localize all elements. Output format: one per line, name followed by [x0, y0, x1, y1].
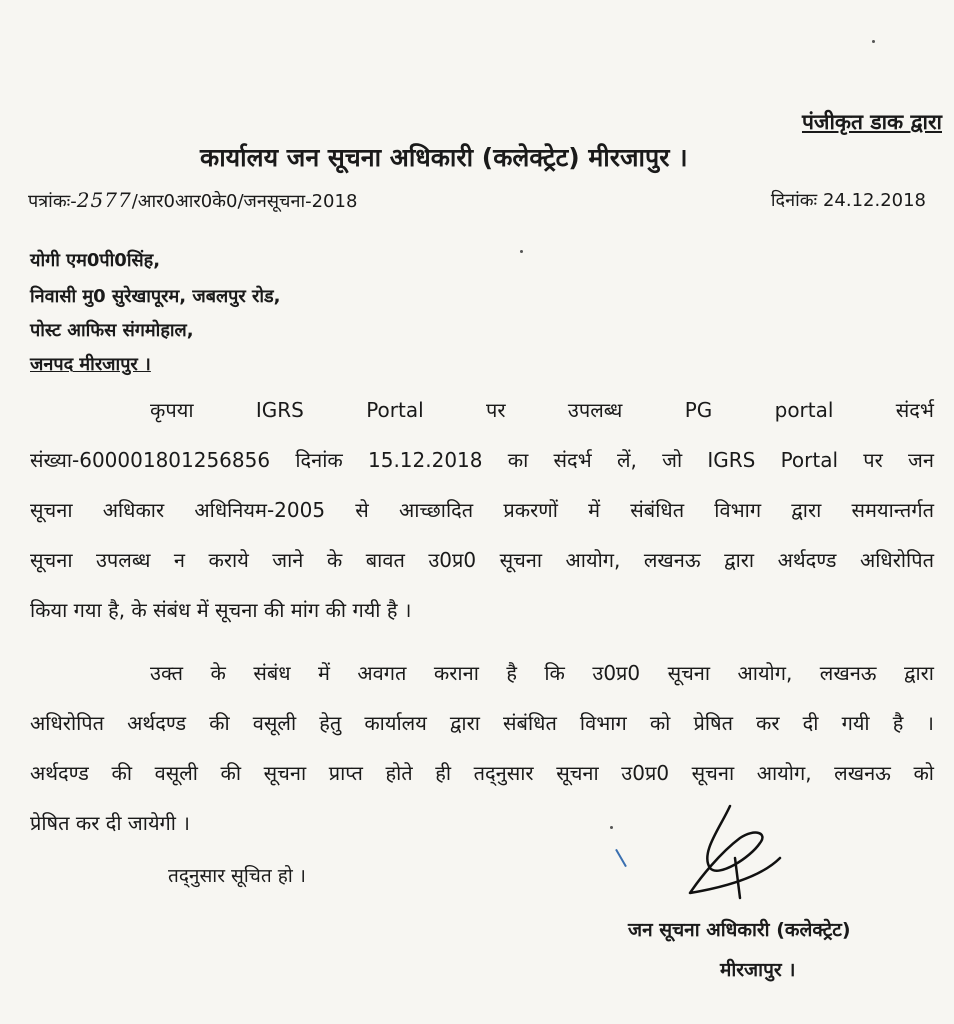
paragraph-1-line: सूचना उपलब्ध न कराये जाने के बावत उ0प्र0 सूचना आयोग, लखनऊ द्वारा अर्थदण्ड अधिरोपित: [30, 548, 934, 572]
paragraph-2-line: अधिरोपित अर्थदण्ड की वसूली हेतु कार्यालय द्वारा संबंधित विभाग को प्रेषित कर दी गयी है ।: [30, 711, 934, 735]
address-line-3: पोस्ट आफिस संगमोहाल,: [30, 320, 194, 341]
paragraph-1-line: संख्या-600001801256856 दिनांक 15.12.2018 का संदर्भ लें, जो IGRS Portal पर जन: [30, 448, 934, 472]
paragraph-1-line: सूचना अधिकार अधिनियम-2005 से आच्छादित प्रकरणों में संबंधित विभाग द्वारा समयान्तर्गत: [30, 498, 934, 522]
address-line-1: योगी एम0पी0सिंह,: [30, 250, 161, 271]
scan-speck: [610, 826, 613, 829]
signature: [660, 798, 790, 908]
ref-prefix: पत्रांकः-: [28, 191, 77, 212]
scan-speck: [520, 250, 523, 253]
paragraph-2-line: उक्त के संबंध में अवगत कराना है कि उ0प्र0 सूचना आयोग, लखनऊ द्वारा: [150, 661, 934, 685]
pen-mark: [615, 849, 627, 867]
paragraph-2-line: अर्थदण्ड की वसूली की सूचना प्राप्त होते ही तद्नुसार सूचना उ0प्र0 सूचना आयोग, लखनऊ को: [30, 761, 934, 785]
signatory-place: मीरजापुर ।: [720, 959, 796, 981]
ref-suffix: /आर0आर0के0/जनसूचना-2018: [131, 191, 358, 212]
scan-speck: [872, 40, 875, 43]
registered-post-label: पंजीकृत डाक द्वारा: [801, 110, 942, 134]
address-line-4: जनपद मीरजापुर ।: [30, 354, 151, 375]
paragraph-1: [30, 385, 934, 635]
address-line-2: निवासी मु0 सुरेखापूरम, जबलपुर रोड,: [30, 286, 281, 307]
paragraph-2-line: प्रेषित कर दी जायेगी ।: [30, 811, 190, 835]
paragraph-2: [30, 648, 934, 848]
date-label: दिनांकः: [770, 190, 818, 211]
paragraph-1-line: कृपया IGRS Portal पर उपलब्ध PG portal संदर्भ: [150, 398, 934, 422]
letter-date: [771, 188, 926, 212]
ref-handwritten-number: 2577: [76, 188, 132, 212]
paragraph-1-line: किया गया है, के संबंध में सूचना की मांग की गयी है ।: [30, 598, 412, 622]
signatory-title: जन सूचना अधिकारी (कलेक्ट्रेट): [628, 919, 851, 941]
closing-line: तद्नुसार सूचित हो ।: [168, 865, 306, 887]
date-value: 24.12.2018: [822, 190, 926, 211]
office-title: कार्यालय जन सूचना अधिकारी (कलेक्ट्रेट) मीरजापुर ।: [200, 143, 688, 172]
reference-number: [28, 188, 357, 213]
